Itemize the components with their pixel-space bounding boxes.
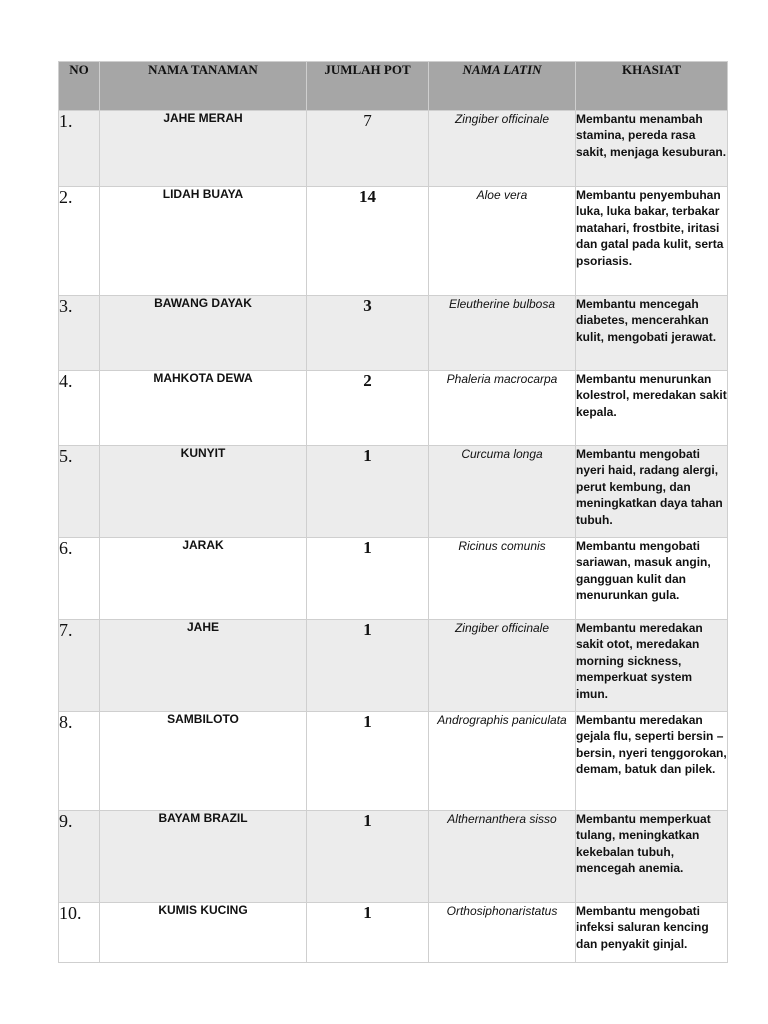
cell-nama-tanaman: JAHE [100,620,307,712]
table-row [59,187,728,296]
cell-no: 8. [59,712,100,811]
cell-nama-tanaman: KUNYIT [100,446,307,538]
cell-nama-latin: Eleutherine bulbosa [429,296,576,371]
header-nama-latin: NAMA LATIN [429,62,576,111]
header-jumlah-pot: JUMLAH POT [307,62,429,111]
table-row [59,296,728,371]
cell-nama-latin: Zingiber officinale [429,620,576,712]
table-row [59,446,728,538]
cell-no: 5. [59,446,100,538]
cell-no: 4. [59,371,100,446]
plant-table [58,61,728,963]
cell-nama-latin: Ricinus comunis [429,538,576,620]
table-row [59,371,728,446]
table-header-row [59,62,728,111]
header-no: NO [59,62,100,111]
cell-khasiat: Membantu meredakan gejala flu, seperti bersin – bersin, nyeri tenggorokan, demam, batuk dan pilek. [576,712,728,811]
cell-nama-latin: Aloe vera [429,187,576,296]
cell-jumlah-pot: 14 [307,187,429,296]
cell-nama-tanaman: JARAK [100,538,307,620]
cell-jumlah-pot: 1 [307,903,429,963]
cell-no: 1. [59,111,100,187]
table-row [59,712,728,811]
header-nama-tanaman: NAMA TANAMAN [100,62,307,111]
cell-khasiat: Membantu memperkuat tulang, meningkatkan kekebalan tubuh, mencegah anemia. [576,811,728,903]
table-row [59,903,728,963]
cell-nama-tanaman: BAWANG DAYAK [100,296,307,371]
table-row [59,538,728,620]
cell-khasiat: Membantu penyembuhan luka, luka bakar, terbakar matahari, frostbite, iritasi dan gatal pada kulit, serta psoriasis. [576,187,728,296]
cell-jumlah-pot: 1 [307,712,429,811]
cell-khasiat: Membantu menurunkan kolestrol, meredakan sakit kepala. [576,371,728,446]
cell-khasiat: Membantu mengobati infeksi saluran kencing dan penyakit ginjal. [576,903,728,963]
cell-khasiat: Membantu mengobati sariawan, masuk angin, gangguan kulit dan menurunkan gula. [576,538,728,620]
cell-nama-tanaman: MAHKOTA DEWA [100,371,307,446]
header-khasiat: KHASIAT [576,62,728,111]
cell-jumlah-pot: 3 [307,296,429,371]
cell-nama-latin: Orthosiphonaristatus [429,903,576,963]
cell-no: 3. [59,296,100,371]
cell-nama-tanaman: KUMIS KUCING [100,903,307,963]
cell-jumlah-pot: 2 [307,371,429,446]
cell-khasiat: Membantu mencegah diabetes, mencerahkan kulit, mengobati jerawat. [576,296,728,371]
cell-nama-tanaman: LIDAH BUAYA [100,187,307,296]
cell-no: 6. [59,538,100,620]
cell-khasiat: Membantu mengobati nyeri haid, radang alergi, perut kembung, dan meningkatkan daya tahan tubuh. [576,446,728,538]
cell-khasiat: Membantu menambah stamina, pereda rasa sakit, menjaga kesuburan. [576,111,728,187]
cell-nama-latin: Curcuma longa [429,446,576,538]
cell-jumlah-pot: 1 [307,620,429,712]
cell-no: 2. [59,187,100,296]
cell-nama-latin: Zingiber officinale [429,111,576,187]
cell-nama-latin: Phaleria macrocarpa [429,371,576,446]
cell-nama-latin: Althernanthera sisso [429,811,576,903]
cell-jumlah-pot: 1 [307,446,429,538]
cell-nama-tanaman: SAMBILOTO [100,712,307,811]
cell-no: 9. [59,811,100,903]
cell-nama-latin: Andrographis paniculata [429,712,576,811]
cell-jumlah-pot: 1 [307,811,429,903]
cell-no: 10. [59,903,100,963]
cell-khasiat: Membantu meredakan sakit otot, meredakan morning sickness, memperkuat system imun. [576,620,728,712]
cell-nama-tanaman: JAHE MERAH [100,111,307,187]
cell-nama-tanaman: BAYAM BRAZIL [100,811,307,903]
cell-jumlah-pot: 7 [307,111,429,187]
table-row [59,111,728,187]
table-row [59,620,728,712]
table-row [59,811,728,903]
cell-jumlah-pot: 1 [307,538,429,620]
cell-no: 7. [59,620,100,712]
